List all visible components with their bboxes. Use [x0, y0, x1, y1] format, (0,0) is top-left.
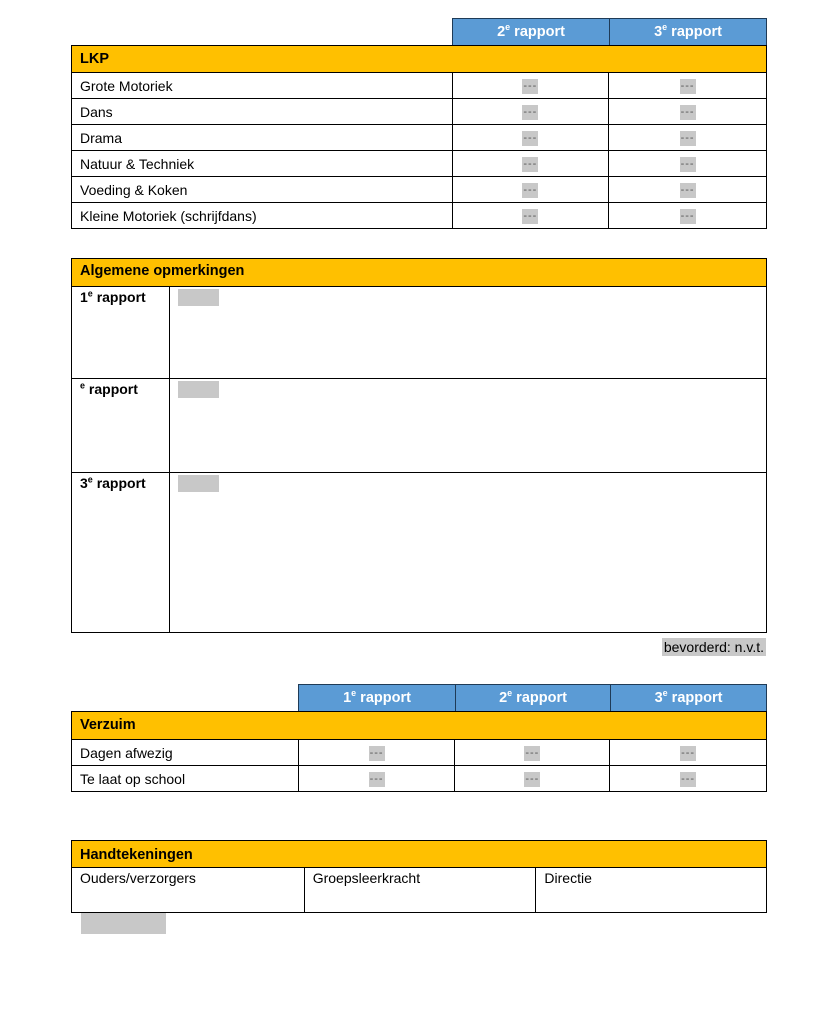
remark-number: 3 — [80, 475, 88, 491]
verzuim-section-title: Verzuim — [71, 711, 767, 740]
lkp-table — [71, 72, 767, 229]
remark-report-word: rapport — [92, 475, 146, 491]
grade-field[interactable]: --- — [523, 183, 538, 196]
grade-cell[interactable] — [609, 151, 767, 177]
grade-field[interactable]: --- — [525, 746, 540, 759]
remarks-table — [71, 286, 767, 633]
grade-cell[interactable] — [609, 99, 767, 125]
remarks-title: Algemene opmerkingen — [71, 258, 767, 287]
remark-input-placeholder[interactable] — [178, 475, 219, 492]
signature-teacher[interactable] — [304, 868, 536, 913]
table-row — [72, 203, 767, 229]
signatures-table — [71, 867, 767, 913]
remark-label — [72, 287, 170, 379]
grade-cell[interactable] — [298, 766, 455, 792]
grade-cell[interactable] — [452, 73, 609, 99]
grade-field[interactable]: --- — [525, 772, 540, 785]
verzuim-col-header-3: 3e rapport — [610, 684, 767, 711]
table-row — [72, 177, 767, 203]
grade-field[interactable]: --- — [680, 131, 695, 144]
remark-number: 1 — [80, 289, 88, 305]
lkp-subject: Natuur & Techniek — [72, 151, 453, 177]
grade-field[interactable]: --- — [523, 105, 538, 118]
remark-row — [72, 379, 767, 473]
remark-input-placeholder[interactable] — [178, 381, 219, 398]
table-row — [72, 740, 767, 766]
remark-superscript: e — [87, 474, 93, 485]
promoted-status: bevorderd: n.v.t. — [663, 639, 764, 655]
grade-field[interactable]: --- — [523, 157, 538, 170]
grade-field[interactable]: --- — [680, 209, 695, 222]
lkp-col-header-3: 3e rapport — [609, 18, 767, 45]
lkp-subject: Dans — [72, 99, 453, 125]
signature-parents-label: Ouders/verzorgers — [80, 870, 196, 886]
remark-text-field[interactable] — [169, 473, 766, 633]
grade-field[interactable]: --- — [523, 209, 538, 222]
grade-field[interactable]: --- — [680, 79, 695, 92]
table-row — [72, 125, 767, 151]
remark-report-word: rapport — [92, 289, 146, 305]
grade-field[interactable]: --- — [680, 183, 695, 196]
lkp-subject: Drama — [72, 125, 453, 151]
verzuim-label: Te laat op school — [72, 766, 299, 792]
remark-report-word: rapport — [85, 381, 138, 397]
lkp-subject: Grote Motoriek — [72, 73, 453, 99]
grade-cell[interactable] — [610, 766, 767, 792]
lkp-subject: Voeding & Koken — [72, 177, 453, 203]
verzuim-col-header-2: 2e rapport — [455, 684, 611, 711]
verzuim-col-header-1: 1e rapport — [298, 684, 456, 711]
grade-cell[interactable] — [452, 99, 609, 125]
grade-cell[interactable] — [609, 73, 767, 99]
grade-field[interactable]: --- — [680, 157, 695, 170]
signature-teacher-label: Groepsleerkracht — [312, 870, 421, 886]
remark-input-placeholder[interactable] — [178, 289, 219, 306]
table-row — [72, 73, 767, 99]
remark-superscript: e — [87, 288, 93, 299]
grade-field[interactable]: --- — [369, 772, 384, 785]
grade-cell[interactable] — [452, 151, 609, 177]
grade-cell[interactable] — [452, 203, 609, 229]
grade-field[interactable]: --- — [680, 105, 695, 118]
remark-label — [72, 379, 170, 473]
grade-field[interactable]: --- — [681, 772, 696, 785]
remark-text-field[interactable] — [169, 287, 766, 379]
remark-label — [72, 473, 170, 633]
grade-cell[interactable] — [452, 125, 609, 151]
signature-parents[interactable] — [72, 868, 305, 913]
grade-cell[interactable] — [452, 177, 609, 203]
remark-superscript: e — [80, 380, 86, 391]
signature-director[interactable] — [536, 868, 767, 913]
table-row — [72, 151, 767, 177]
table-row — [72, 99, 767, 125]
grade-field[interactable]: --- — [369, 746, 384, 759]
grade-field[interactable]: --- — [523, 79, 538, 92]
verzuim-table — [71, 739, 767, 792]
signatures-title: Handtekeningen — [71, 840, 767, 868]
lkp-section-title: LKP — [71, 45, 767, 73]
remark-row — [72, 473, 767, 633]
lkp-col-header-2: 2e rapport — [452, 18, 610, 45]
grade-cell[interactable] — [455, 740, 610, 766]
remark-text-field[interactable] — [169, 379, 766, 473]
grade-cell[interactable] — [610, 740, 767, 766]
grade-field[interactable]: --- — [681, 746, 696, 759]
grade-field[interactable]: --- — [523, 131, 538, 144]
signature-director-label: Directie — [544, 870, 592, 886]
grade-cell[interactable] — [609, 203, 767, 229]
grade-cell[interactable] — [609, 177, 767, 203]
grade-cell[interactable] — [609, 125, 767, 151]
grade-cell[interactable] — [455, 766, 610, 792]
verzuim-label: Dagen afwezig — [72, 740, 299, 766]
remark-row — [72, 287, 767, 379]
grade-cell[interactable] — [298, 740, 455, 766]
empty-form-field[interactable] — [81, 913, 166, 934]
table-row — [72, 766, 767, 792]
lkp-subject: Kleine Motoriek (schrijfdans) — [72, 203, 453, 229]
